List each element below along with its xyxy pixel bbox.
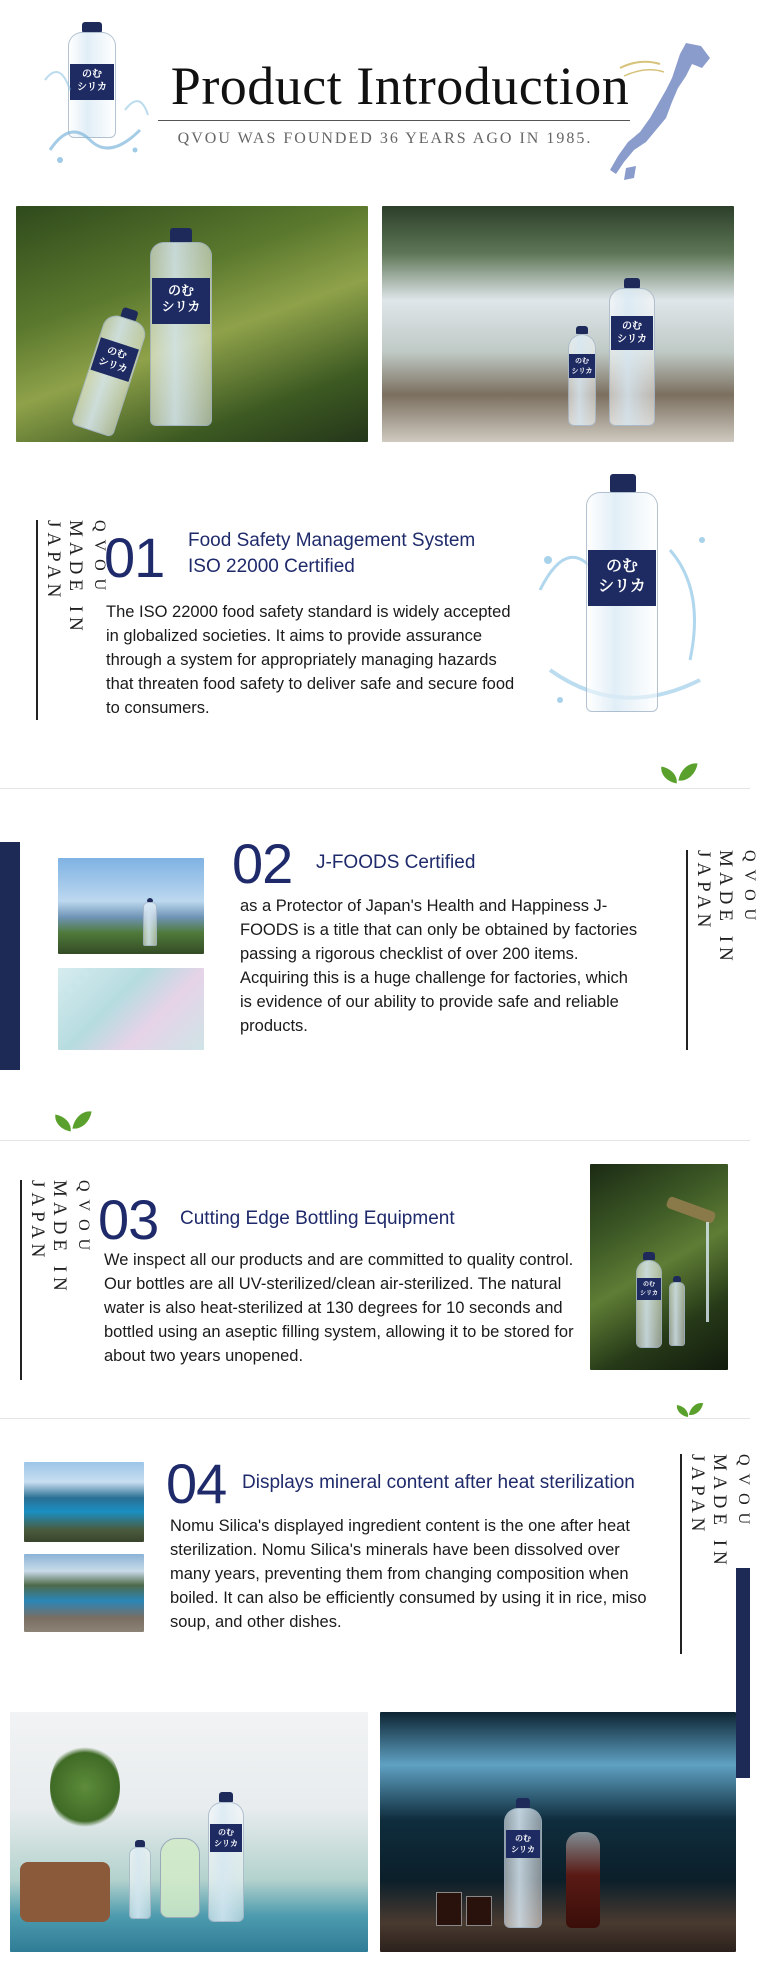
brand-name: QVOU [91, 520, 108, 599]
vertical-rule [686, 850, 688, 1050]
section-number-01: 01 [104, 526, 165, 589]
blue-lake-photo [24, 1462, 144, 1542]
lakeside-bottle-photo [24, 1554, 144, 1632]
table-carafe-photo: のむ シリカ [10, 1712, 368, 1952]
page-title: Product Introduction [170, 56, 630, 116]
made-in-japan-tag-01 [28, 520, 108, 720]
window-table-photo: のむ シリカ [380, 1712, 736, 1952]
brand-name: QVOU [741, 850, 758, 929]
section-divider [0, 1418, 750, 1419]
section-number-02: 02 [232, 832, 293, 895]
vertical-rule [36, 520, 38, 720]
section-heading-01: Food Safety Management System ISO 22000 Certified [188, 530, 476, 577]
vertical-rule [20, 1180, 22, 1380]
brand-name: QVOU [75, 1180, 92, 1259]
made-in-japan-tag-03 [12, 1180, 92, 1380]
made-in-japan-label: MADE IN JAPAN [27, 1180, 70, 1296]
section-number-03: 03 [98, 1188, 159, 1251]
sprout-icon [54, 1108, 94, 1138]
made-in-japan-tag-02 [678, 850, 758, 1050]
bottle-label: のむ シリカ [70, 64, 114, 100]
section-divider [0, 1140, 750, 1141]
section-body-04: Nomu Silica's displayed ingredient content is the one after heat sterilization. Nomu Silica's minerals have been dissolved over many years, preventing them from changing composition when boiled. It can also be efficiently consumed by using it in rice, miso soup, and other dishes. [170, 1517, 647, 1631]
made-in-japan-label: MADE IN JAPAN [43, 520, 86, 636]
right-accent-bar [736, 1568, 750, 1778]
brand-name: QVOU [735, 1454, 752, 1533]
section-body-03: We inspect all our products and are committed to quality control. Our bottles are all UV-sterilized/clean air-sterilized. The natural water is also heat-sterilized at 130 degrees for 10 seconds and bottled using an aseptic filling system, allowing it to be stored for about two years unopened. [104, 1251, 574, 1365]
left-accent-bar [0, 842, 20, 1070]
splash-bottle-image: のむ シリカ [530, 470, 720, 730]
section-heading-03: Cutting Edge Bottling Equipment [180, 1208, 455, 1229]
forest-bottles-photo: のむ シリカ のむ シリカ [16, 206, 368, 442]
waterfall-bottles-photo: のむ シリカ のむ シリカ [382, 206, 734, 442]
vertical-rule [680, 1454, 682, 1654]
yoga-mat-photo [58, 968, 204, 1050]
made-in-japan-label: MADE IN JAPAN [687, 1454, 730, 1570]
section-body-02: as a Protector of Japan's Health and Happiness J-FOODS is a title that can only be obtained by factories passing a rigorous checklist of over 200 items. Acquiring this is a huge challenge for factories, which is evidence of our ability to provide safe and reliable products. [240, 897, 638, 1035]
page-subtitle: QVOU WAS FOUNDED 36 YEARS AGO IN 1985. [177, 130, 593, 147]
section-body-01: The ISO 22000 food safety standard is widely accepted in globalized societies. It aims to provide assurance through a system for appropriately managing hazards that threaten food safety to deliver safe and secure food to consumers. [106, 603, 515, 717]
title-divider [158, 120, 630, 121]
mountain-bottles-photo [58, 858, 204, 954]
water-splash-icon [40, 20, 150, 170]
section-divider [0, 788, 750, 789]
header [0, 0, 750, 190]
section-heading-02: J-FOODS Certified [316, 852, 476, 873]
section-number-04: 04 [166, 1452, 227, 1515]
section-heading-04: Displays mineral content after heat sterilization [242, 1472, 635, 1493]
japan-map-icon [606, 38, 716, 188]
bamboo-spout-bottles-photo: のむ シリカ [590, 1164, 728, 1370]
sprout-icon [660, 760, 700, 790]
made-in-japan-label: MADE IN JAPAN [693, 850, 736, 966]
